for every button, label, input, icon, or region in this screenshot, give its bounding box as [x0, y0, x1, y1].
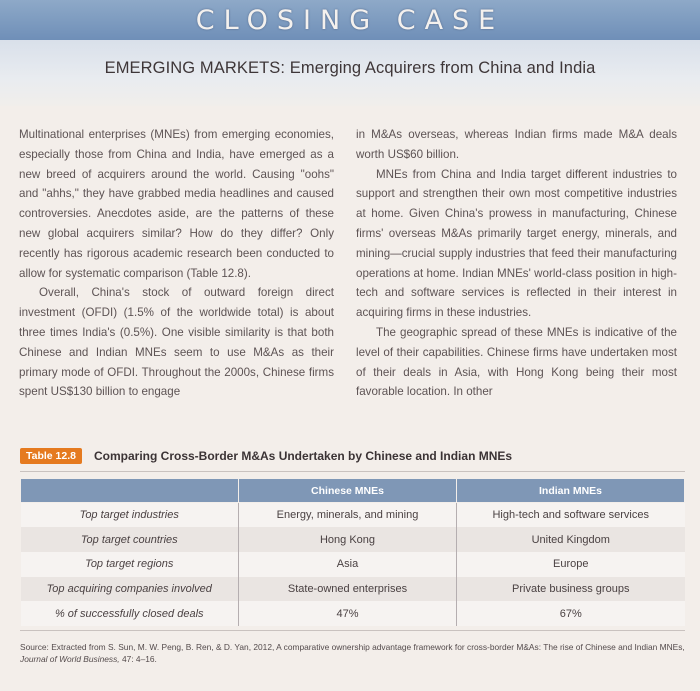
india-cell: Europe — [457, 552, 685, 577]
paragraph: MNEs from China and India target different industries to support and strengthen their own most competitive industries at home. Given China's prowess in manufacturing, Chinese firms' overseas M&As primarily target energy, minerals, and mining—crucial supply industries that feed their manufacturing operations at home. Indian MNEs' world-class position in high-tech and software services is reflected in their interest in acquiring firms in these industries. — [356, 167, 677, 320]
table-row — [21, 527, 685, 552]
table-row — [21, 503, 685, 528]
india-cell: Private business groups — [457, 577, 685, 602]
paragraph: Multinational enterprises (MNEs) from emerging economies, especially those from China and India, have emerged as a new breed of acquirers around the world. Causing "oohs" and "ahhs," they have grabbed media headlines and caused controversies. Anecdotes aside, are the patterns of these new global acquirers similar? How do they differ? Only recently has rigorous academic research been conducted to allow for systematic comparison (Table 12.8). — [19, 128, 334, 280]
china-cell: State-owned enterprises — [239, 577, 457, 602]
case-subtitle: EMERGING MARKETS: Emerging Acquirers from China and India — [104, 58, 596, 77]
table-top-rule — [20, 471, 685, 472]
table-header-row — [21, 479, 685, 503]
india-cell: High-tech and software services — [457, 503, 685, 528]
comparison-table — [20, 478, 685, 626]
paragraph: The geographic spread of these MNEs is indicative of the level of their capabilities. Chinese firms have undertaken most of their deals in Asia, with Hong Kong being their most favorable location. In other — [356, 325, 677, 399]
left-text-column — [19, 125, 334, 402]
right-text-column — [356, 125, 677, 402]
table-header-cell: Chinese MNEs — [239, 479, 457, 503]
table-row — [21, 552, 685, 577]
china-cell: Hong Kong — [239, 527, 457, 552]
subtitle-bar — [0, 40, 700, 106]
banner-title: CLOSING CASE — [195, 4, 505, 36]
row-label: Top acquiring companies involved — [46, 582, 212, 595]
india-cell: United Kingdom — [457, 527, 685, 552]
table-bottom-rule — [20, 630, 685, 631]
row-label: Top target regions — [85, 558, 174, 571]
table-row — [21, 577, 685, 602]
china-cell: Energy, minerals, and mining — [239, 503, 457, 528]
table-caption — [20, 448, 512, 464]
table-header-cell: Indian MNEs — [457, 479, 685, 503]
table-title: Comparing Cross-Border M&As Undertaken by Chinese and Indian MNEs — [94, 449, 513, 463]
table-number-tag: Table 12.8 — [20, 448, 82, 464]
source-text: Source: Extracted from S. Sun, M. W. Peng, B. Ren, & D. Yan, 2012, A comparative ownership advantage framework for cross-border M&As: The rise of Chinese and Indian MNEs, — [20, 642, 685, 652]
journal-name: Journal of World Business, — [20, 654, 120, 664]
source-citation — [20, 641, 685, 665]
table-row — [21, 601, 685, 626]
table-header-cell — [21, 479, 239, 503]
china-cell: 47% — [239, 601, 457, 626]
closing-case-banner — [0, 0, 700, 40]
china-cell: Asia — [239, 552, 457, 577]
row-label: Top target countries — [80, 533, 178, 546]
row-label: % of successfully closed deals — [54, 607, 204, 620]
paragraph: in M&As overseas, whereas Indian firms made M&A deals worth US$60 billion. — [356, 128, 677, 161]
paragraph: Overall, China's stock of outward foreign direct investment (OFDI) (1.5% of the worldwide total) is about three times India's (0.5%). One visible similarity is that both Chinese and Indian MNEs seem to use M&As as their primary mode of OFDI. Throughout the 2000s, Chinese firms spent US$130 billion to engage — [19, 286, 334, 399]
row-label: Top target industries — [79, 509, 179, 522]
india-cell: 67% — [457, 601, 685, 626]
source-volume: 47: 4–16. — [119, 654, 157, 664]
